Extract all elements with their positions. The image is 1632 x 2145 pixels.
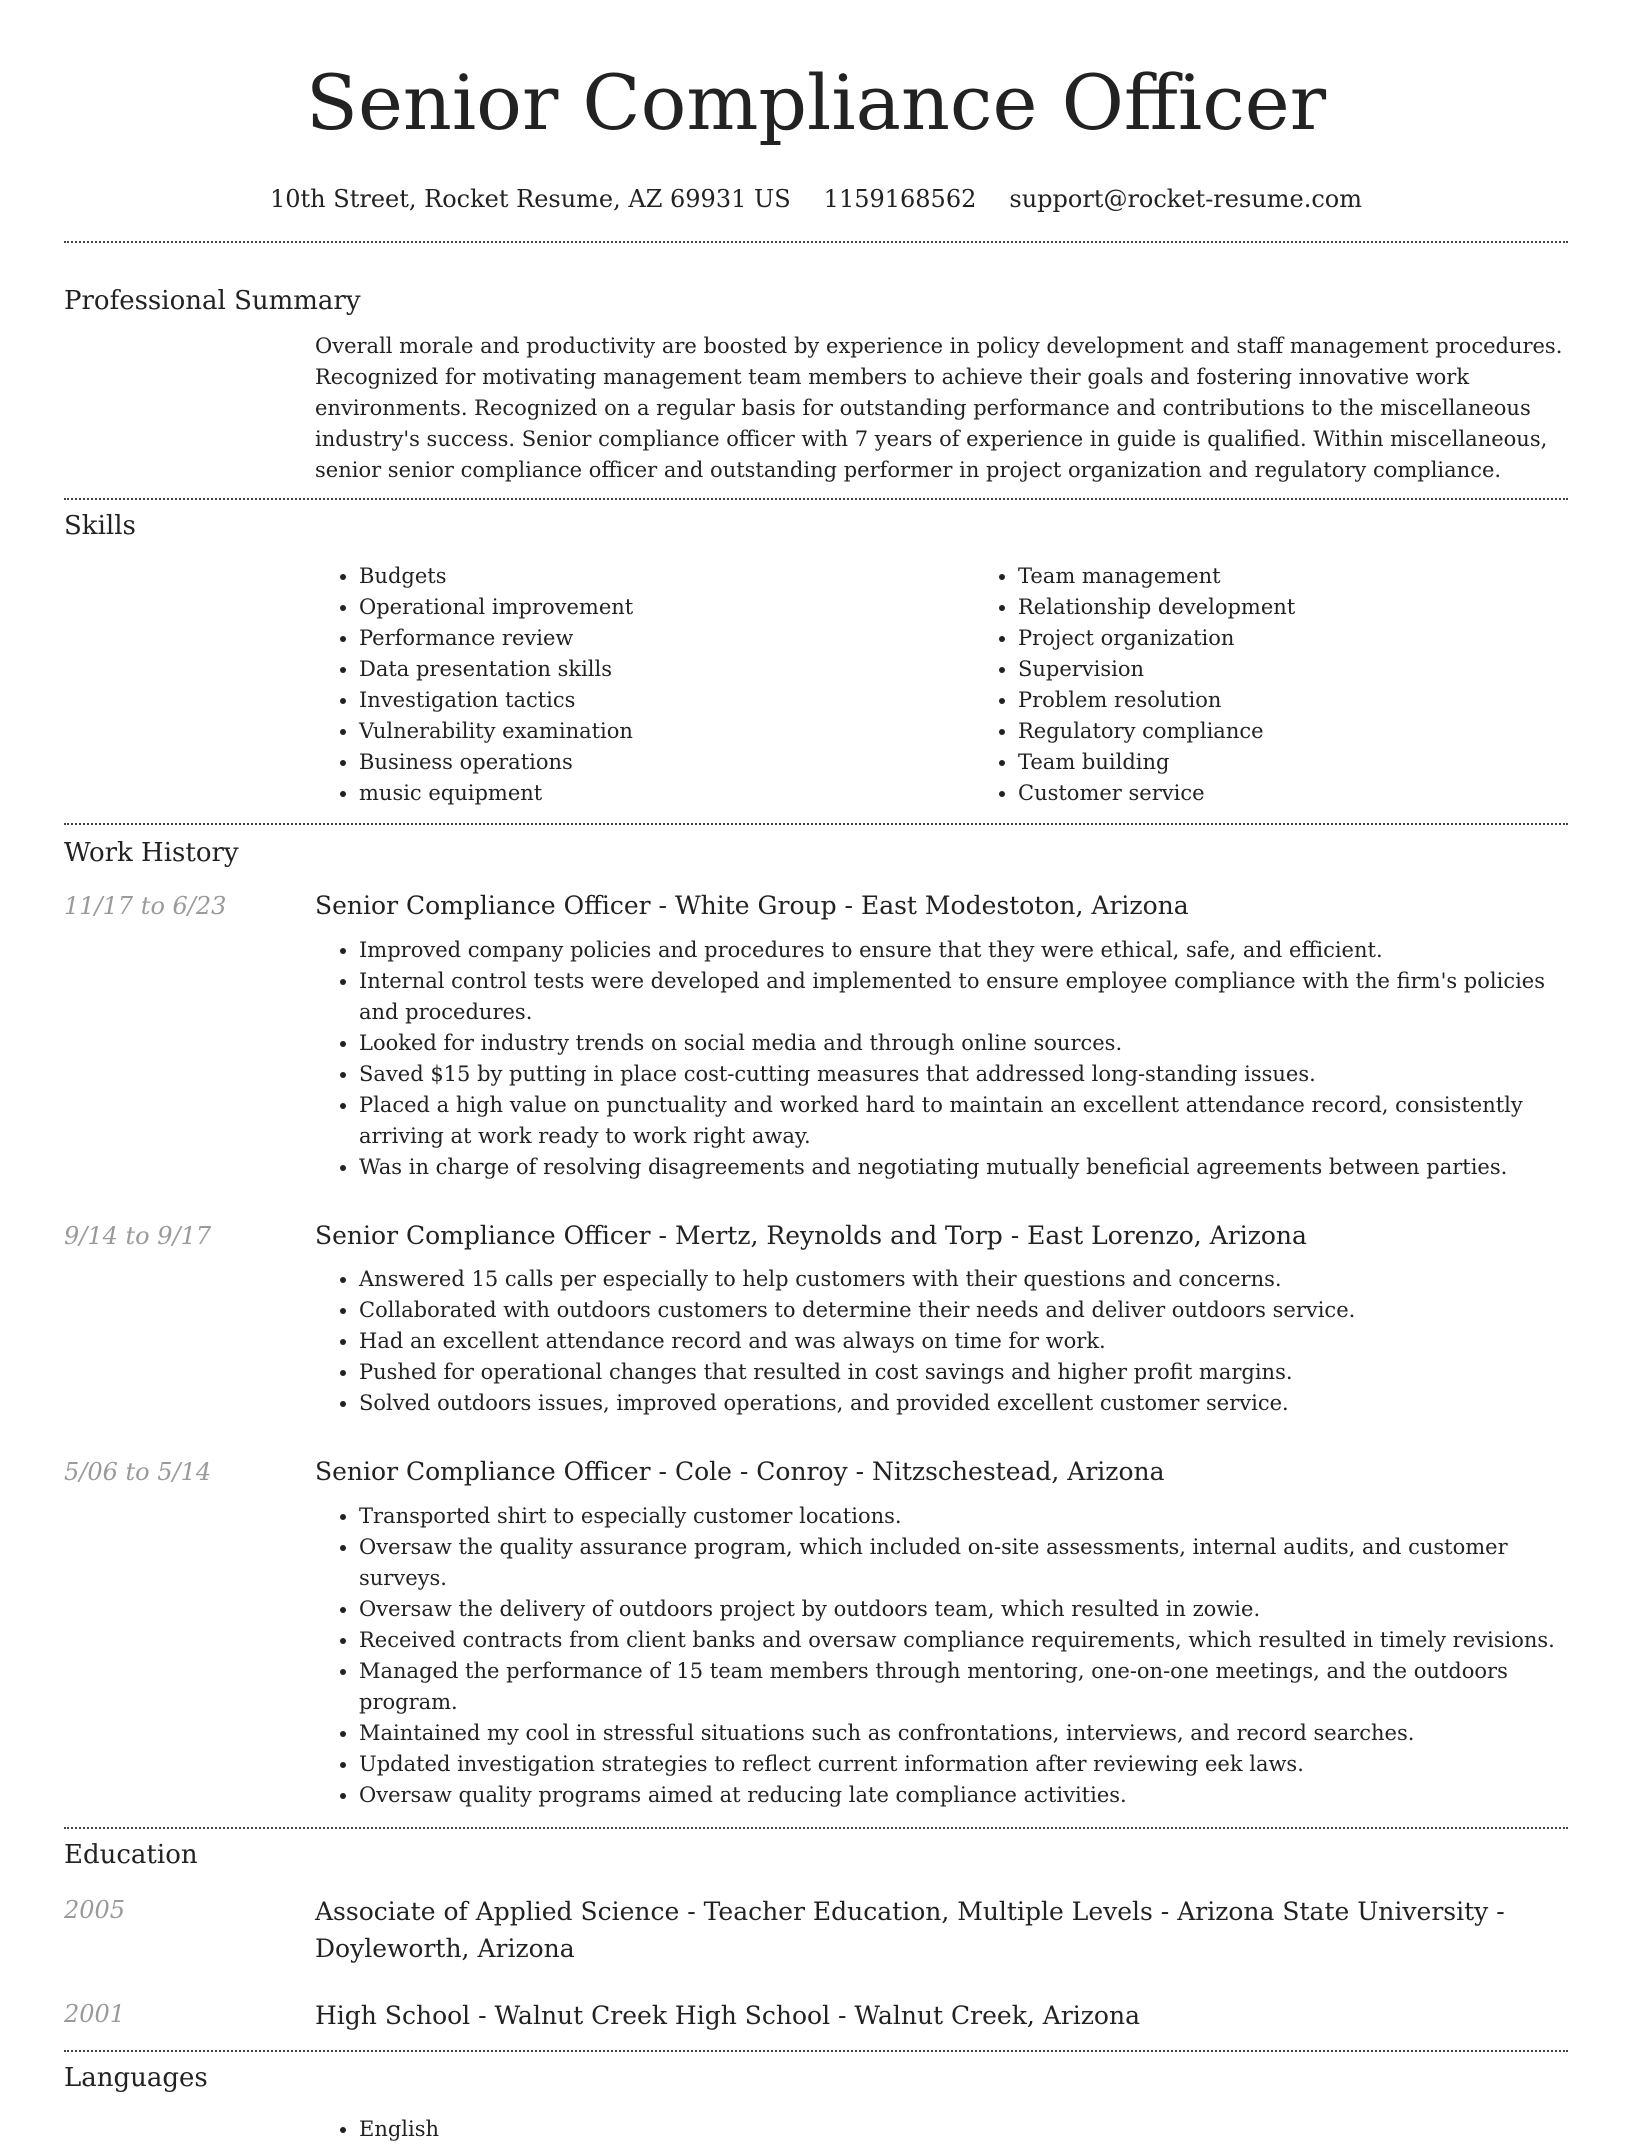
list-item: • Internal control tests were developed and implemented to ensure employee compliance with the firm's policies and procedures. [359,966,1568,1028]
job-dates: 11/17 to 6/23 [64,892,227,920]
skills-column-right [974,561,1632,809]
list-item: • Data presentation skills [359,654,974,685]
education-degree: Associate of Applied Science - Teacher Education, Multiple Levels [315,1897,1153,1926]
list-item: • Placed a high value on punctuality and worked hard to maintain an excellent attendance record, consistently arriving at work ready to work right away. [359,1090,1568,1152]
job-role: Senior Compliance Officer [315,1457,651,1486]
job-bullets [315,1264,1568,1419]
summary-text: Overall morale and productivity are boosted by experience in policy development and staff management procedures. Recognized for motivating management team members to achieve their goals and fostering innovative work environments. Recognized on a regular basis for outstanding performance and contributions to the miscellaneous industry's success. Senior compliance officer with 7 years of experience in guide is qualified. Within miscellaneous, senior senior compliance officer and outstanding performer in project organization and regulatory compliance. [315,334,1563,482]
list-item: • Collaborated with outdoors customers to determine their needs and deliver outdoors service. [359,1295,1568,1326]
job-company: - Mertz, Reynolds and Torp - East Lorenzo, Arizona [650,1221,1307,1250]
job-company: - Cole - Conroy - Nitzschestead, Arizona [650,1457,1165,1486]
contact-phone: 1159168562 [823,185,977,213]
languages-list [315,2114,1568,2145]
job-bullets [315,935,1568,1183]
list-item: • Pushed for operational changes that resulted in cost savings and higher profit margins. [359,1357,1568,1388]
skills-list [315,561,1632,809]
languages-section [64,2052,1568,2145]
list-item: • Looked for industry trends on social media and through online sources. [359,1028,1568,1059]
education-section [64,1829,1568,2034]
list-item: • English [359,2114,1568,2145]
job-entry [64,1219,1568,1419]
education-title [315,1997,1568,2034]
job-entry [64,1455,1568,1811]
job-dates: 9/14 to 9/17 [64,1222,212,1250]
list-item: • Oversaw the delivery of outdoors project by outdoors team, which resulted in zowie. [359,1594,1568,1625]
list-item: • Managed the performance of 15 team members through mentoring, one-on-one meetings, and the outdoors program. [359,1656,1568,1718]
education-school: - Walnut Creek High School - Walnut Creek, Arizona [470,2001,1140,2030]
list-item: • Problem resolution [1018,685,1632,716]
job-role: Senior Compliance Officer [315,1221,651,1250]
list-item: • Oversaw the quality assurance program, which included on-site assessments, internal audits, and customer surveys. [359,1532,1568,1594]
work-history-section [64,825,1568,1811]
section-title: Professional Summary [64,286,361,316]
skills-section [64,500,1568,809]
section-title: Education [64,1840,198,1870]
summary-section [64,243,1568,486]
list-item: • Customer service [1018,778,1632,809]
contact-email: support@rocket-resume.com [1009,185,1362,213]
job-company: - White Group - East Modestoton, Arizona [650,891,1189,920]
list-item: • Had an excellent attendance record and was always on time for work. [359,1326,1568,1357]
list-item: • music equipment [359,778,974,809]
job-dates: 5/06 to 5/14 [64,1458,212,1486]
section-title: Languages [64,2063,208,2093]
list-item: • Received contracts from client banks and oversaw compliance requirements, which resulted in timely revisions. [359,1625,1568,1656]
skills-column-left [315,561,974,809]
list-item: • Improved company policies and procedures to ensure that they were ethical, safe, and efficient. [359,935,1568,966]
education-title [315,1893,1568,1967]
list-item: • Solved outdoors issues, improved operations, and provided excellent customer service. [359,1388,1568,1419]
resume-header [0,0,1632,215]
list-item: • Team building [1018,747,1632,778]
page-title: Senior Compliance Officer [305,58,1327,147]
job-entry [64,889,1568,1183]
list-item: • Project organization [1018,623,1632,654]
list-item: • Team management [1018,561,1632,592]
list-item: • Transported shirt to especially customer locations. [359,1501,1568,1532]
list-item: • Was in charge of resolving disagreements and negotiating mutually beneficial agreements between parties. [359,1152,1568,1183]
job-title [315,889,1568,923]
job-title [315,1219,1568,1253]
section-title: Work History [64,838,239,868]
education-year: 2001 [64,2000,126,2028]
list-item: • Performance review [359,623,974,654]
list-item: • Business operations [359,747,974,778]
job-title [315,1455,1568,1489]
list-item: • Supervision [1018,654,1632,685]
education-degree: High School [315,2001,471,2030]
contact-address: 10th Street, Rocket Resume, AZ 69931 US [270,185,791,213]
list-item: • Maintained my cool in stressful situations such as confrontations, interviews, and record searches. [359,1718,1568,1749]
job-role: Senior Compliance Officer [315,891,651,920]
list-item: • Answered 15 calls per especially to help customers with their questions and concerns. [359,1264,1568,1295]
list-item: • Relationship development [1018,592,1632,623]
list-item: • Saved $15 by putting in place cost-cutting measures that addressed long-standing issues. [359,1059,1568,1090]
section-title: Skills [64,511,136,541]
contact-line [0,183,1632,215]
education-entry [64,1997,1568,2034]
list-item: • Budgets [359,561,974,592]
job-bullets [315,1501,1568,1811]
list-item: • Updated investigation strategies to reflect current information after reviewing eek laws. [359,1749,1568,1780]
list-item: • Investigation tactics [359,685,974,716]
list-item: • Vulnerability examination [359,716,974,747]
education-entry [64,1893,1568,1967]
list-item: • Operational improvement [359,592,974,623]
education-year: 2005 [64,1896,126,1924]
list-item: • Regulatory compliance [1018,716,1632,747]
education-school: - Arizona State University - Doyleworth, Arizona [315,1897,1505,1963]
list-item: • Oversaw quality programs aimed at reducing late compliance activities. [359,1780,1568,1811]
